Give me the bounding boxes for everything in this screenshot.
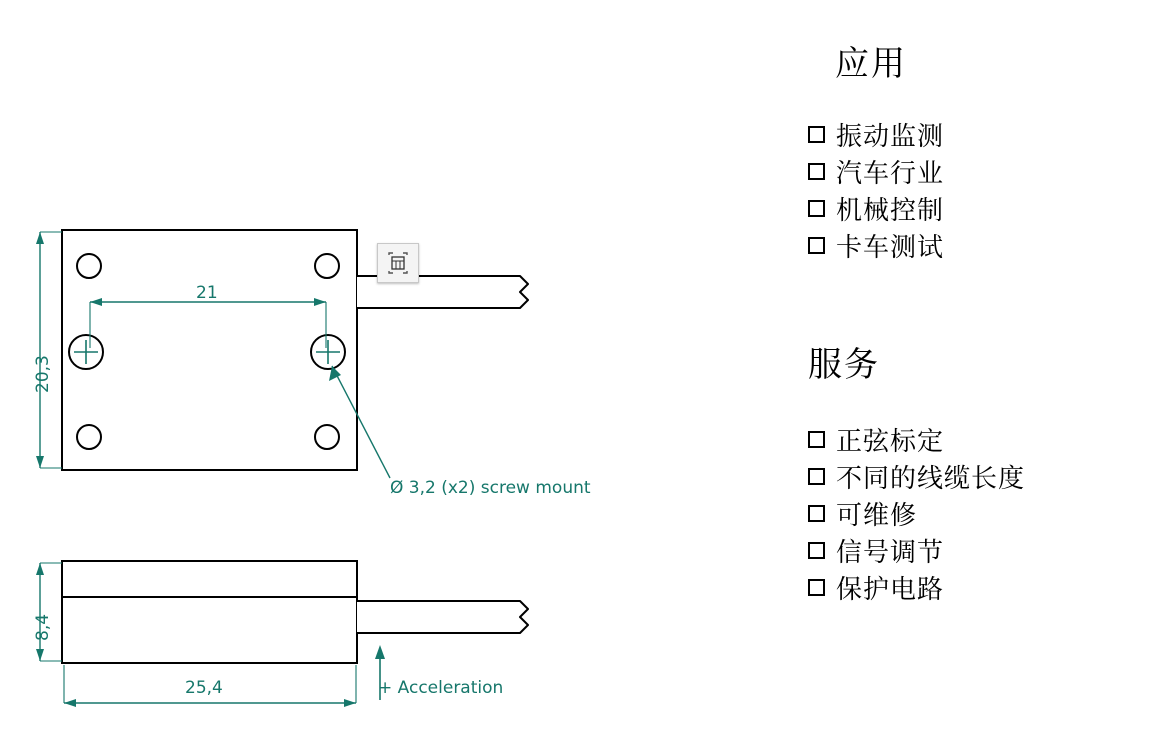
dim-label-length: 25,4 — [185, 678, 223, 698]
list-item-label: 信号调节 — [836, 536, 945, 567]
mount-hole-small — [77, 254, 101, 278]
list-item — [808, 118, 944, 155]
mount-hole-small — [77, 425, 101, 449]
list-item — [808, 571, 1025, 608]
list-item-label: 机械控制 — [836, 194, 945, 225]
image-placeholder-glyph — [387, 252, 409, 274]
list-item — [808, 192, 944, 229]
checkbox-icon — [808, 237, 825, 254]
dim-arrow — [36, 563, 44, 575]
checkbox-icon — [808, 126, 825, 143]
dim-arrow — [36, 232, 44, 244]
dim-label-width: 21 — [196, 283, 218, 303]
list-item-label: 振动监测 — [836, 121, 945, 151]
list-item-label: 不同的线缆长度 — [836, 462, 1026, 493]
checkbox-icon — [808, 431, 825, 448]
list-item-label: 可维修 — [836, 499, 918, 530]
checkbox-icon — [808, 542, 825, 559]
checkbox-icon — [808, 200, 825, 217]
dim-arrow — [36, 649, 44, 661]
list-item — [808, 423, 1025, 460]
checkbox-icon — [808, 468, 825, 485]
service-list — [808, 423, 1025, 608]
dim-label-thickness: 8,4 — [33, 613, 53, 641]
list-item — [808, 460, 1025, 497]
acceleration-direction-label: + Acceleration — [378, 678, 504, 698]
side-view-cable — [357, 601, 528, 633]
list-item-label: 卡车测试 — [836, 231, 945, 262]
mount-hole-small — [315, 254, 339, 278]
list-item-label: 保护电路 — [836, 573, 945, 604]
acceleration-arrow — [375, 645, 385, 659]
image-placeholder-icon[interactable] — [377, 243, 419, 283]
list-item-label: 正弦标定 — [836, 426, 945, 456]
side-view-body — [62, 561, 357, 663]
applications-list — [808, 118, 944, 266]
screw-mount-callout: Ø 3,2 (x2) screw mount — [390, 478, 591, 498]
checkbox-icon — [808, 163, 825, 180]
list-item-label: 汽车行业 — [836, 157, 945, 188]
checkbox-icon — [808, 579, 825, 596]
checkbox-icon — [808, 505, 825, 522]
dim-arrow — [344, 699, 356, 707]
dim-arrow — [36, 456, 44, 468]
list-item — [808, 155, 944, 192]
list-item — [808, 497, 1025, 534]
list-item — [808, 229, 944, 266]
list-item — [808, 534, 1025, 571]
mount-hole-small — [315, 425, 339, 449]
dim-arrow — [64, 699, 76, 707]
service-heading: 服务 — [808, 346, 880, 384]
dim-label-height: 20,3 — [33, 355, 53, 393]
info-panel — [780, 0, 1166, 742]
applications-heading: 应用 — [835, 45, 907, 83]
